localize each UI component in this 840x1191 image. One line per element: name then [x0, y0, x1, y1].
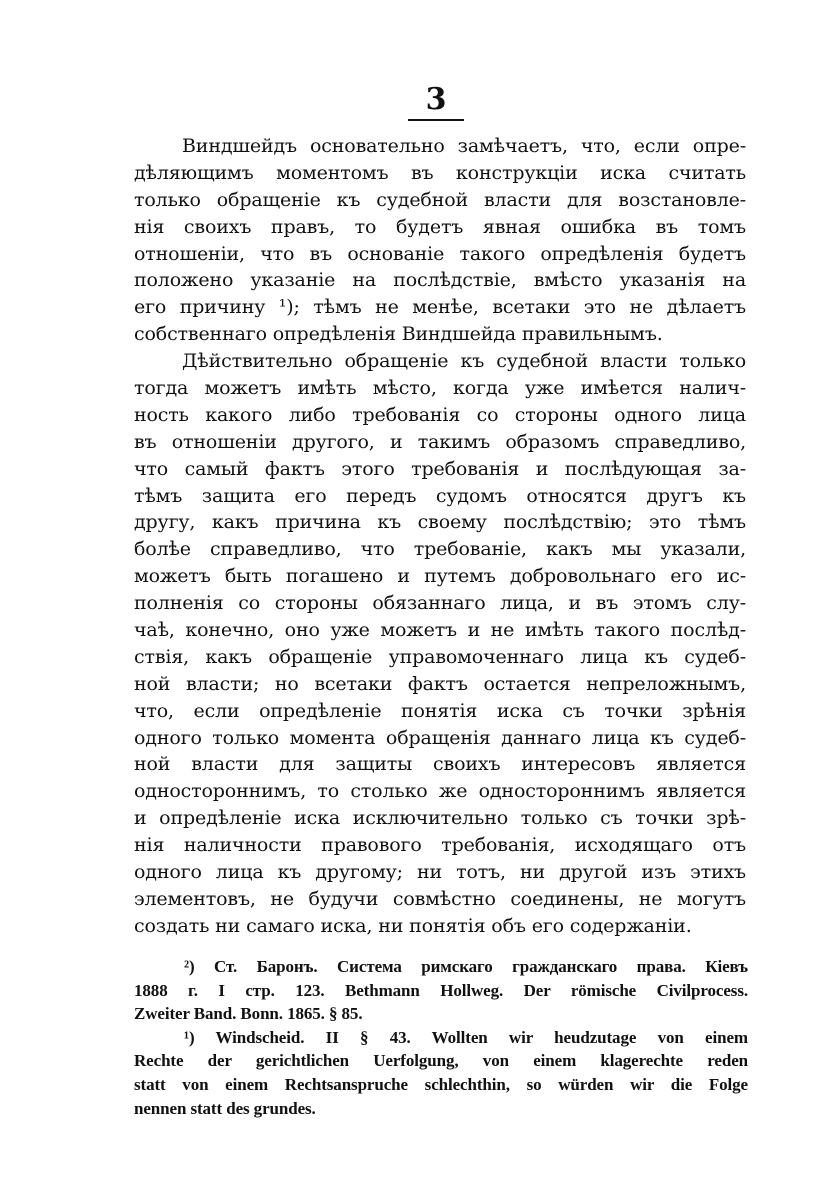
- text-line: чаѣ, конечно, оно уже можетъ и не имѣть такого послѣд-: [134, 619, 746, 642]
- text-line: можетъ быть погашено и путемъ добровольнаго его ис-: [134, 565, 746, 588]
- text-line: одного только момента обращенія даннаго лица къ судеб-: [134, 726, 746, 749]
- text-line: тѣмъ защита его передъ судомъ относятся другъ къ: [134, 484, 746, 507]
- page-number-rule: [408, 119, 464, 121]
- text-line: полненія со стороны обязаннаго лица, и въ этомъ слу-: [134, 592, 746, 615]
- text-line: положено указаніе на послѣдствіе, вмѣсто указанія на: [134, 269, 746, 292]
- footnote-line: ²) Ст. Баронъ. Система римскаго гражданскаго права. Кіевъ: [184, 957, 748, 976]
- main-text: [134, 133, 746, 940]
- text-line: что самый фактъ этого требованія и послѣдующая за-: [134, 457, 746, 480]
- text-line: создать ни самаго иска, ни понятія объ его содержаніи.: [134, 914, 692, 937]
- text-line: отношеніи, что въ основаніе такого опредѣленія будетъ: [134, 242, 746, 265]
- footnote-line: 1888 г. I стр. 123. Bethmann Hollweg. Der römische Civilprocess.: [134, 980, 748, 1000]
- text-line: собственнаго опредѣленія Виндшейда правильнымъ.: [134, 323, 663, 346]
- text-line: что, если опредѣленіе понятія иска съ точки зрѣнія: [134, 699, 746, 722]
- text-line: дѣляющимъ моментомъ въ конструкціи иска считать: [134, 161, 746, 184]
- text-line: нія наличности правового требованія, исходящаго отъ: [134, 834, 746, 857]
- page-number: 3: [425, 82, 447, 117]
- text-line: Дѣйствительно обращеніе къ судебной власти только: [182, 350, 746, 373]
- text-line: ной власти; но всетаки фактъ остается непреложнымъ,: [134, 672, 746, 695]
- footnote-line: Rechte der gerichtlichen Uerfolgung, von einem klagerechte reden: [134, 1051, 748, 1071]
- text-line: болѣе справедливо, что требованіе, какъ мы указали,: [134, 538, 746, 561]
- footnotes: [134, 955, 748, 1120]
- text-line: тогда можетъ имѣть мѣсто, когда уже имѣется налич-: [134, 377, 746, 400]
- text-line: ной власти для защиты своихъ интересовъ является: [134, 753, 746, 776]
- text-line: его причину ¹); тѣмъ не менѣе, всетаки это не дѣлаетъ: [134, 296, 746, 319]
- text-line: другу, какъ причина къ своему послѣдствію; это тѣмъ: [134, 511, 746, 534]
- text-line: ствія, какъ обращеніе управомоченнаго лица къ судеб-: [134, 645, 746, 668]
- text-line: одного лица къ другому; ни тотъ, ни другой изъ этихъ: [134, 861, 746, 884]
- text-line: элементовъ, не будучи совмѣстно соединены, не могутъ: [134, 887, 746, 910]
- text-line: и опредѣленіе иска исключительно только съ точки зрѣ-: [134, 807, 746, 830]
- footnote-line: statt von einem Rechtsanspruche schlechthin, so würden wir die Folge: [134, 1074, 748, 1094]
- footnote-line: Zweiter Band. Bonn. 1865. § 85.: [134, 1004, 363, 1024]
- text-line: въ отношеніи другого, и такимъ образомъ справедливо,: [134, 430, 746, 453]
- text-line: одностороннимъ, то столько же одностороннимъ является: [134, 780, 746, 803]
- text-line: только обращеніе къ судебной власти для возстановле-: [134, 188, 746, 211]
- footnote-line: ¹) Windscheid. II § 43. Wollten wir heudzutage von einem: [184, 1027, 748, 1047]
- text-line: Виндшейдъ основательно замѣчаетъ, что, если опре-: [182, 135, 746, 157]
- footnote-line: nennen statt des grundes.: [134, 1098, 316, 1118]
- text-line: ность какого либо требованія со стороны одного лица: [134, 403, 746, 426]
- text-line: нія своихъ правъ, то будетъ явная ошибка въ томъ: [134, 215, 746, 238]
